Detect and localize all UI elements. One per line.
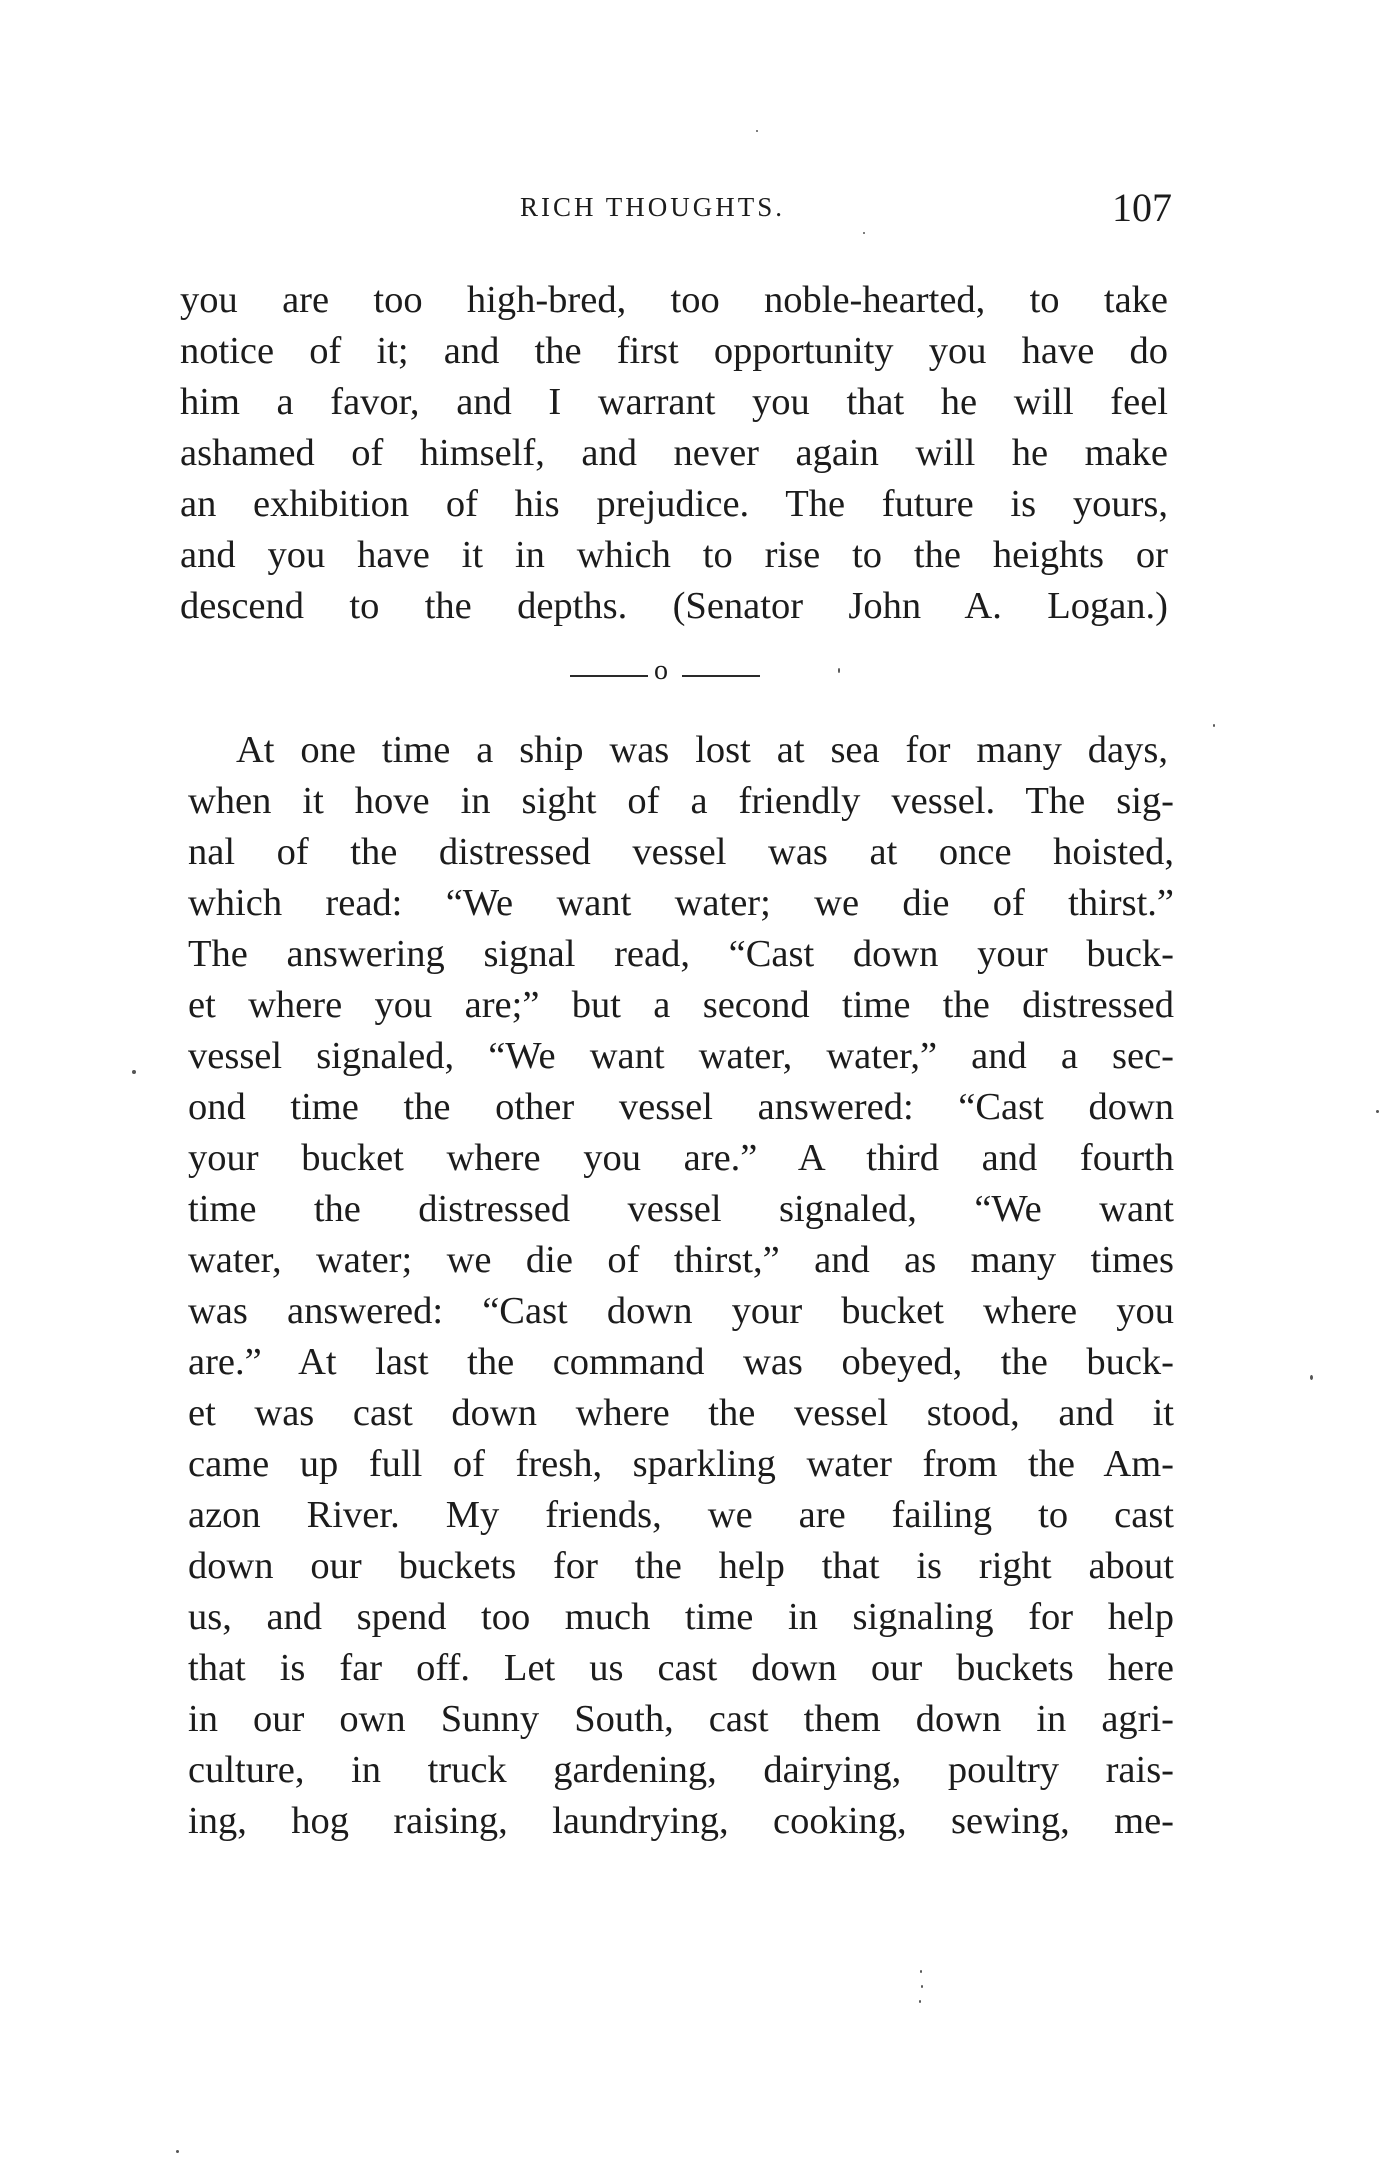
scan-speck — [838, 668, 840, 673]
scan-speck — [756, 130, 758, 132]
text-line: ing, hog raising, laundrying, cooking, sewing, me- — [188, 1800, 1174, 1842]
text-line: The answering signal read, “Cast down your buck- — [188, 933, 1174, 975]
text-line: culture, in truck gardening, dairying, poultry rais- — [188, 1749, 1174, 1791]
text-line: vessel signaled, “We want water, water,” and a sec- — [188, 1035, 1174, 1077]
text-line: ond time the other vessel answered: “Cast down — [188, 1086, 1174, 1128]
scan-speck — [1376, 1110, 1379, 1113]
text-line: down our buckets for the help that is right about — [188, 1545, 1174, 1587]
text-line: him a favor, and I warrant you that he will feel — [180, 381, 1168, 423]
running-title: RICH THOUGHTS. — [520, 192, 786, 222]
text-line: you are too high-bred, too noble-hearted, to take — [180, 279, 1168, 321]
text-line: your bucket where you are.” A third and fourth — [188, 1137, 1174, 1179]
text-line: ashamed of himself, and never again will he make — [180, 432, 1168, 474]
scan-speck — [919, 2000, 921, 2003]
text-line: are.” At last the command was obeyed, the buck- — [188, 1341, 1174, 1383]
separator-rule-left — [570, 675, 648, 677]
scan-speck — [1213, 724, 1215, 727]
text-line: nal of the distressed vessel was at once hoisted, — [188, 831, 1174, 873]
separator-mark: o — [654, 655, 668, 686]
text-line: azon River. My friends, we are failing to cast — [188, 1494, 1174, 1536]
text-line: time the distressed vessel signaled, “We want — [188, 1188, 1174, 1230]
text-line: and you have it in which to rise to the heights or — [180, 534, 1168, 576]
scan-speck — [132, 1070, 136, 1074]
text-line: et where you are;” but a second time the distressed — [188, 984, 1174, 1026]
text-line: was answered: “Cast down your bucket where you — [188, 1290, 1174, 1332]
section-separator — [570, 655, 760, 690]
text-line: in our own Sunny South, cast them down in agri- — [188, 1698, 1174, 1740]
page-header — [180, 185, 1172, 238]
separator-rule-right — [682, 675, 760, 677]
text-line: At one time a ship was lost at sea for many days, — [236, 729, 1168, 771]
text-line: that is far off. Let us cast down our buckets here — [188, 1647, 1174, 1689]
text-line: water, water; we die of thirst,” and as many times — [188, 1239, 1174, 1281]
text-line: came up full of fresh, sparkling water from the Am- — [188, 1443, 1174, 1485]
scan-speck — [863, 232, 865, 234]
text-line: which read: “We want water; we die of thirst.” — [188, 882, 1174, 924]
scan-speck — [921, 1985, 923, 1988]
text-line: when it hove in sight of a friendly vessel. The sig- — [188, 780, 1174, 822]
text-line: descend to the depths. (Senator John A. Logan.) — [180, 585, 1168, 627]
scan-speck — [176, 2150, 179, 2153]
scan-speck — [1310, 1375, 1313, 1380]
text-line: an exhibition of his prejudice. The future is yours, — [180, 483, 1168, 525]
text-line: us, and spend too much time in signaling for help — [188, 1596, 1174, 1638]
text-line: notice of it; and the first opportunity you have do — [180, 330, 1168, 372]
text-line: et was cast down where the vessel stood, and it — [188, 1392, 1174, 1434]
scan-speck — [920, 1970, 922, 1973]
page-number: 107 — [1112, 185, 1172, 230]
